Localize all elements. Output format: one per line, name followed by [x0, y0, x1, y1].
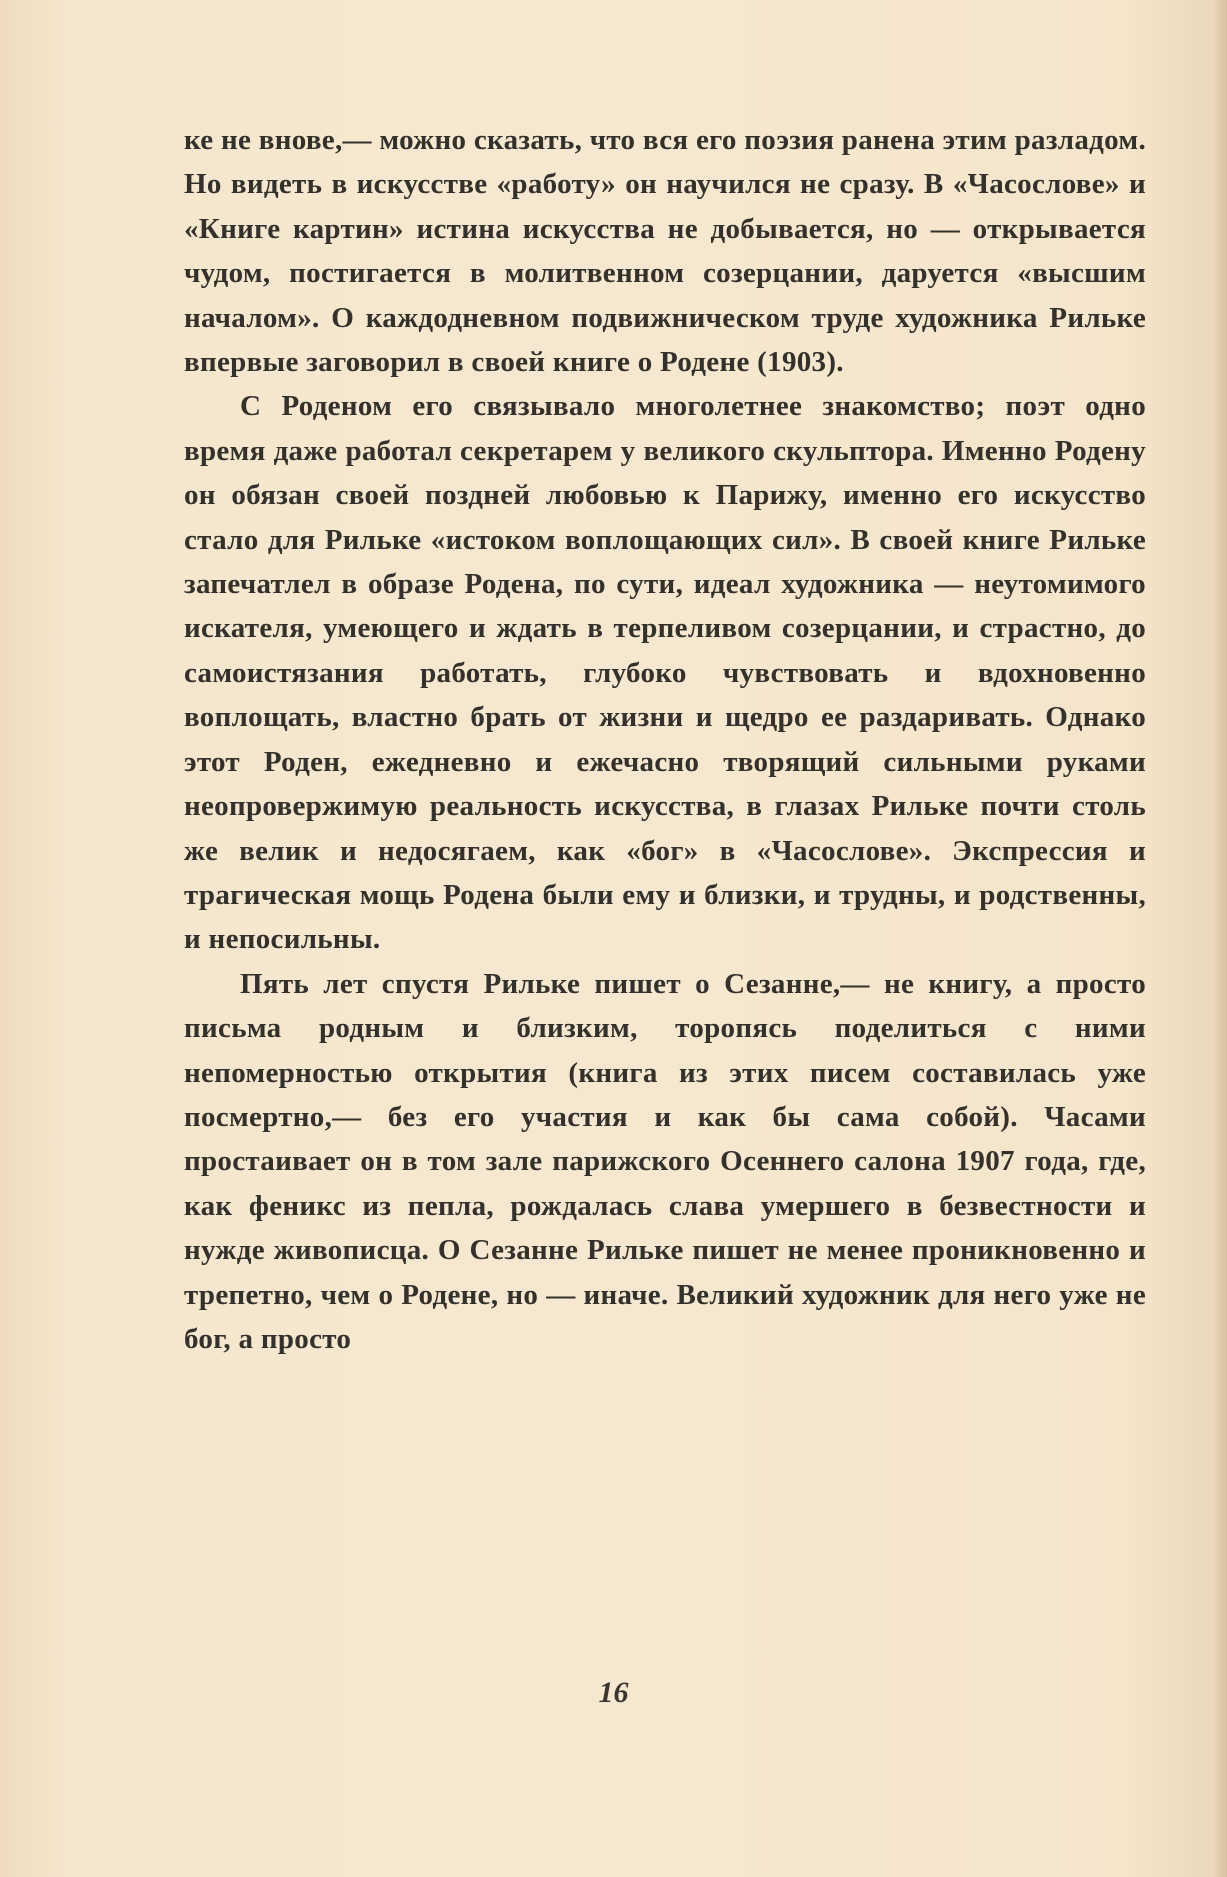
body-text: [184, 118, 1146, 1361]
paragraph-3: Пять лет спустя Рильке пишет о Сезанне,— не книгу, а просто письма родным и близким, торопясь поделиться с ними непомерностью открытия (книга из этих писем составилась уже посмертно,— без его участия и как бы сама собой). Часами простаивает он в том зале парижского Осеннего салона 1907 года, где, как феникс из пепла, рождалась слава умершего в безвестности и нужде живописца. О Сезанне Рильке пишет не менее проникновенно и трепетно, чем о Родене, но — иначе. Великий художник для него уже не бог, а просто: [184, 967, 1146, 1355]
page-number: 16: [598, 1676, 629, 1709]
paragraph-1: ке не внове,— можно сказать, что вся его поэзия ранена этим разладом. Но видеть в искусстве «работу» он научился не сразу. В «Часослове» и «Книге картин» истина искусства не добывается, но — открывается чудом, постигается в молитвенном созерцании, даруется «высшим началом». О каждодневном подвижническом труде художника Рильке впервые заговорил в своей книге о Родене (1903).: [184, 124, 1146, 379]
paragraph-2: С Роденом его связывало многолетнее знакомство; поэт одно время даже работал секретарем у великого скульптора. Именно Родену он обязан своей поздней любовью к Парижу, именно его искусство стало для Рильке «истоком воплощающих сил». В своей книге Рильке запечатлел в образе Родена, по сути, идеал художника — неутомимого искателя, умеющего и ждать в терпеливом созерцании, и страстно, до самоистязания работать, глубоко чувствовать и вдохновенно воплощать, властно брать от жизни и щедро ее раздаривать. Однако этот Роден, ежедневно и ежечасно творящий сильными руками неопровержимую реальность искусства, в глазах Рильке почти столь же велик и недосягаем, как «бог» в «Часослове». Экспрессия и трагическая мощь Родена были ему и близки, и трудны, и родственны, и непосильны.: [184, 390, 1146, 956]
